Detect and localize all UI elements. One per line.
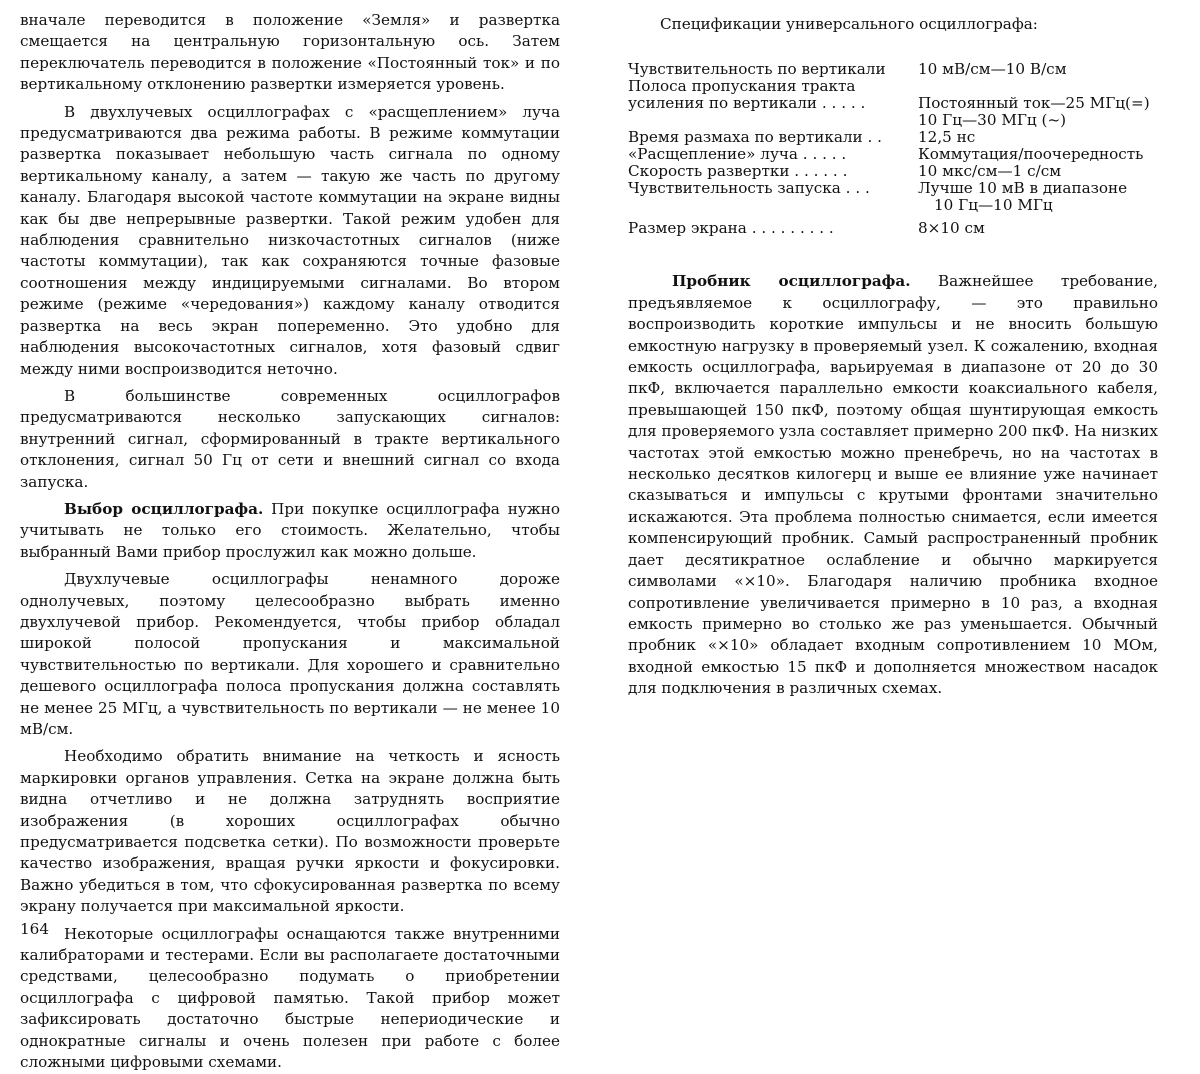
spec-value: 10 мВ/см—10 В/см (916, 61, 1158, 78)
paragraph-3: В большинстве современных осциллографов предусматриваются несколько запускающих сигналов: внутренний сигнал, сформированный в тракте вертикального отклонения, сигнал 50 Гц от сети и внешний сигнал со входа запуска. (20, 386, 560, 493)
spec-value: 8×10 см (916, 214, 1158, 237)
paragraph-4: Выбор осциллографа. При покупке осциллографа нужно учитывать не только его стоимость. Желательно, чтобы выбранный Вами прибор прослужил как можно дольше. (20, 499, 560, 563)
spec-value: Лучше 10 мВ в диапазоне 10 Гц—10 МГц (916, 180, 1158, 214)
spec-label: Чувствительность запуска . . . (628, 180, 916, 214)
spec-value: Постоянный ток—25 МГц(=) 10 Гц—30 МГц (~) (916, 78, 1158, 129)
spec-row (628, 61, 1158, 78)
paragraph-5: Двухлучевые осциллографы ненамного дороже однолучевых, поэтому целесообразно выбрать именно двухлучевой прибор. Рекомендуется, чтобы прибор обладал широкой полосой пропускания и максимальной чувствительностью по вертикали. Для хорошего и сравнительно дешевого осциллографа полоса пропускания должна составлять не менее 25 МГц, а чувствительность по вертикали — не менее 10 мВ/см. (20, 569, 560, 740)
spec-title: Спецификации универсального осциллографа: (660, 14, 1158, 35)
spec-row (628, 78, 1158, 129)
spec-label: Чувствительность по вертикали (628, 61, 916, 78)
paragraph-2: В двухлучевых осциллографах с «расщеплением» луча предусматриваются два режима работы. В режиме коммутации развертка показывает небольшую часть сигнала по одному вертикальному каналу, а затем — такую же часть по другому каналу. Благодаря высокой частоте коммутации на экране видны как бы две непрерывные развертки. Такой режим удобен для наблюдения сравнительно низкочастотных сигналов (ниже частоты коммутации), так как сохраняются точные фазовые соотношения между индицируемыми сигналами. Во втором режиме (режиме «чередования») каждому каналу отводится развертка на весь экран попеременно. Это удобно для наблюдения высокочастотных сигналов, хотя фазовый сдвиг между ними воспроизводится неточно. (20, 102, 560, 380)
paragraph-7: Некоторые осциллографы оснащаются также внутренними калибраторами и тестерами. Если вы располагаете достаточными средствами, целесообразно подумать о приобретении осциллографа с цифровой памятью. Такой прибор может зафиксировать достаточно быстрые непериодические и однократные сигналы и очень полезен при работе с более сложными цифровыми схемами. (20, 924, 560, 1074)
spec-value: 10 мкс/см—1 с/см (916, 163, 1158, 180)
spec-label: Время размаха по вертикали . . (628, 129, 916, 146)
spec-row (628, 180, 1158, 214)
spec-row (628, 129, 1158, 146)
left-page (20, 10, 560, 1074)
page-number: 164 (20, 920, 49, 938)
spec-label: «Расщепление» луча . . . . . (628, 146, 916, 163)
right-page (628, 14, 1158, 700)
section-heading-probe: Пробник осциллографа. (672, 272, 911, 290)
spec-label: Скорость развертки . . . . . . (628, 163, 916, 180)
spec-value: Коммутация/поочередность (916, 146, 1158, 163)
spec-row (628, 146, 1158, 163)
spec-label: Размер экрана . . . . . . . . . (628, 214, 916, 237)
spec-row (628, 214, 1158, 237)
section-heading-choice: Выбор осциллографа. (64, 500, 263, 518)
spec-value: 12,5 нс (916, 129, 1158, 146)
spec-row (628, 163, 1158, 180)
probe-paragraph: Пробник осциллографа. Важнейшее требование, предъявляемое к осциллографу, — это правильно воспроизводить короткие импульсы и не вносить большую емкостную нагрузку в проверяемый узел. К сожалению, входная емкость осциллографа, варьируемая в диапазоне от 20 до 30 пкФ, включается параллельно емкости коаксиального кабеля, превышающей 150 пкФ, поэтому общая шунтирующая емкость для проверяемого узла составляет примерно 200 пкФ. На низких частотах этой емкостью можно пренебречь, но на частотах в несколько десятков килогерц и выше ее влияние уже начинает сказываться и импульсы с крутыми фронтами значительно искажаются. Эта проблема полностью снимается, если имеется компенсирующий пробник. Самый распространенный пробник дает десятикратное ослабление и обычно маркируется символами «×10». Благодаря наличию пробника входное сопротивление увеличивается примерно в 10 раз, а входная емкость примерно во столько же раз уменьшается. Обычный пробник «×10» обладает входным сопротивлением 10 МОм, входной емкостью 15 пкФ и дополняется множеством насадок для подключения в различных схемах. (628, 271, 1158, 699)
paragraph-6: Необходимо обратить внимание на четкость и ясность маркировки органов управления. Сетка на экране должна быть видна отчетливо и не должна затруднять восприятие изображения (в хороших осциллографах обычно предусматривается подсветка сетки). По возможности проверьте качество изображения, вращая ручки яркости и фокусировки. Важно убедиться в том, что сфокусированная развертка по всему экрану получается при максимальной яркости. (20, 746, 560, 917)
spec-table (628, 61, 1158, 237)
spec-label: Полоса пропускания тракта усиления по вертикали . . . . . (628, 78, 916, 129)
paragraph-1: вначале переводится в положение «Земля» и развертка смещается на центральную горизонтальную ось. Затем переключатель переводится в положение «Постоянный ток» и по вертикальному отклонению развертки измеряется уровень. (20, 10, 560, 96)
